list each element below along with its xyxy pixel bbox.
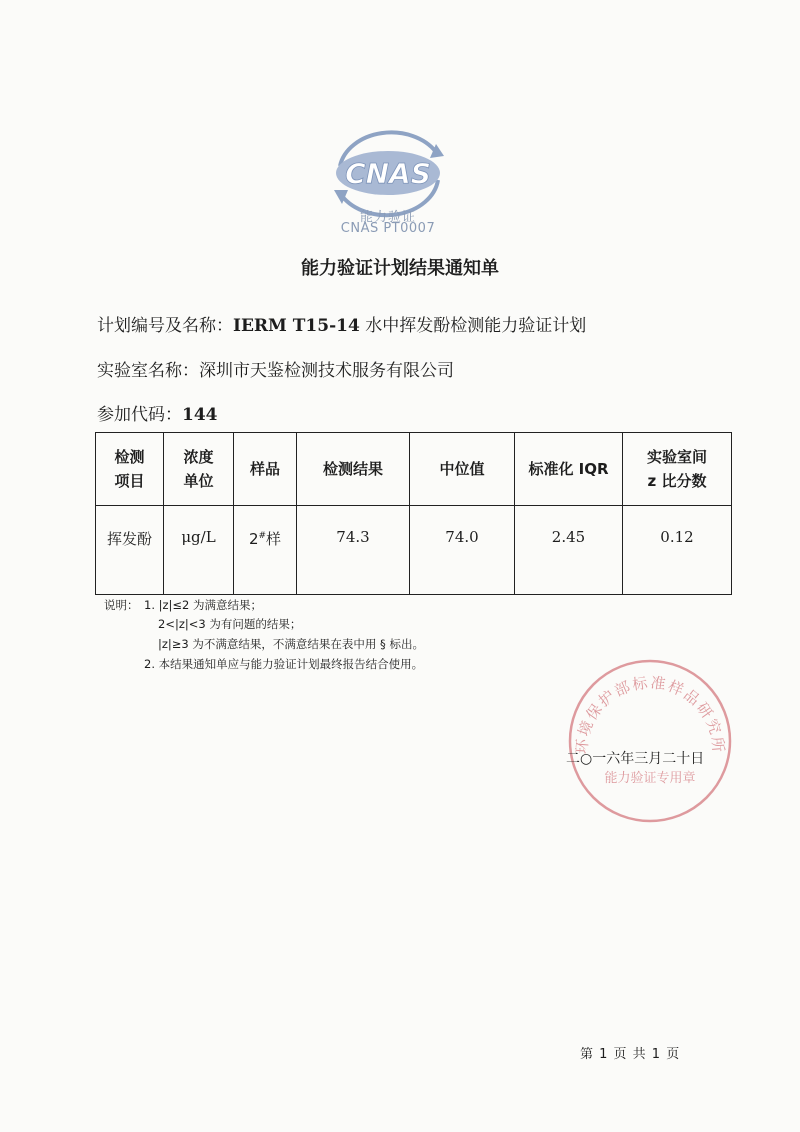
note-2: 2. 本结果通知单应与能力验证计划最终报告结合使用。 xyxy=(144,657,424,671)
cell-sample: 2#样 xyxy=(234,506,297,595)
header-item: 检测 项目 xyxy=(96,433,164,506)
table-row xyxy=(96,506,732,595)
cell-iqr: 2.45 xyxy=(515,506,623,595)
official-stamp xyxy=(565,656,735,826)
header-z: 实验室间 z 比分数 xyxy=(623,433,732,506)
cell-z: 0.12 xyxy=(623,506,732,595)
note-1: 1. |z|≤2 为满意结果； xyxy=(144,598,263,612)
note-1b: 2<|z|<3 为有问题的结果； xyxy=(158,617,302,631)
cell-unit: μg/L xyxy=(164,506,234,595)
svg-text:环境保护部标准样品研究所: 环境保护部标准样品研究所 xyxy=(572,673,728,755)
svg-text:CNAS: CNAS xyxy=(345,157,431,190)
header-unit: 浓度 单位 xyxy=(164,433,234,506)
header-result: 检测结果 xyxy=(297,433,410,506)
table-header-row xyxy=(96,433,732,506)
page-title: 能力验证计划结果通知单 xyxy=(301,258,499,279)
logo-caption: 能力验证 xyxy=(359,210,416,225)
lab-label: 实验室名称： xyxy=(97,361,199,381)
plan-code: IERM T15-14 xyxy=(233,316,360,336)
lab-name: 深圳市天鉴检测技术服务有限公司 xyxy=(199,361,454,381)
notes-label: 说明： xyxy=(104,598,139,612)
header-iqr: 标准化 IQR xyxy=(515,433,623,506)
svg-text:能力验证专用章: 能力验证专用章 xyxy=(604,771,696,786)
note-1c: |z|≥3 为不满意结果，不满意结果在表中用 § 标出。 xyxy=(158,637,424,651)
participant-label: 参加代码： xyxy=(97,405,182,425)
header-sample: 样品 xyxy=(234,433,297,506)
cell-item: 挥发酚 xyxy=(96,506,164,595)
cell-median: 74.0 xyxy=(410,506,515,595)
cell-result: 74.3 xyxy=(297,506,410,595)
issue-date: 二○一六年三月二十日 xyxy=(566,751,705,767)
result-table xyxy=(95,432,732,595)
plan-line xyxy=(97,311,586,336)
logo-code: CNAS PT0007 xyxy=(340,221,436,236)
participant-code: 144 xyxy=(182,405,218,425)
header-median: 中位值 xyxy=(410,433,515,506)
page-number: 第 1 页 共 1 页 xyxy=(580,1047,681,1062)
plan-name: 水中挥发酚检测能力验证计划 xyxy=(359,316,587,336)
lab-line xyxy=(97,356,454,381)
participant-line xyxy=(97,400,218,425)
plan-label: 计划编号及名称： xyxy=(97,316,233,336)
